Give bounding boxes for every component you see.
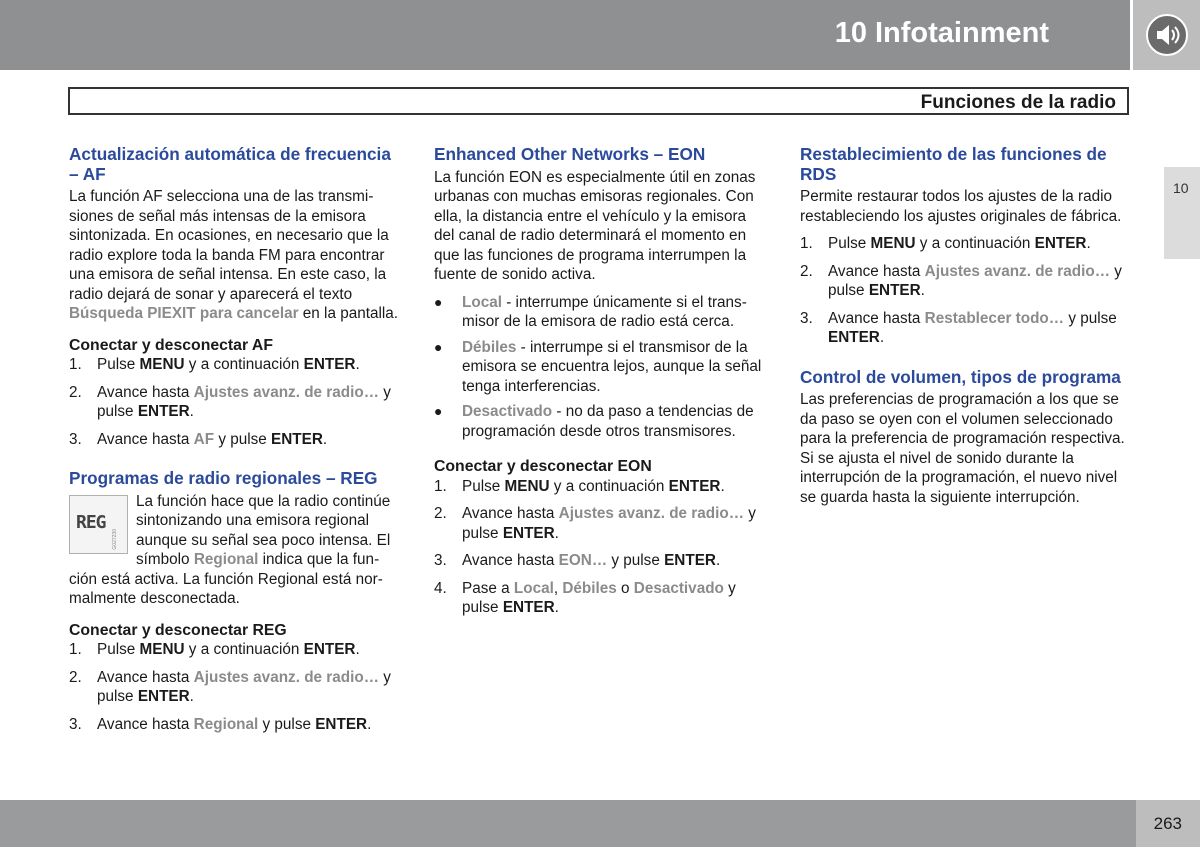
menu-option: Ajustes avanz. de radio…	[924, 262, 1110, 280]
list-item	[69, 715, 401, 735]
enter-key: ENTER	[303, 641, 356, 658]
step-text: y pulse	[462, 505, 756, 542]
menu-option: Ajustes avanz. de radio…	[193, 383, 379, 401]
step-text: .	[355, 356, 360, 373]
menu-key: MENU	[870, 235, 916, 252]
menu-option: EON…	[558, 552, 608, 569]
step-text: y a continuación	[549, 477, 669, 495]
step-text: Pulse	[462, 477, 505, 495]
enter-key: ENTER	[828, 329, 880, 346]
step-text: y pulse	[1064, 309, 1117, 327]
bullet-icon: ●	[434, 338, 443, 355]
column-3	[800, 145, 1132, 507]
reg-paragraph	[69, 492, 401, 609]
list-item	[434, 504, 766, 543]
menu-option: Desactivado	[633, 579, 724, 597]
figure-code: G027230	[111, 528, 118, 550]
step-text: y pulse	[607, 552, 665, 569]
step-text: .	[554, 599, 559, 616]
step-text: .	[920, 282, 925, 299]
volume-paragraph: Las preferencias de programación a los que se da paso se oyen con el volumen seleccionado para la preferencia de programación respectiva. Si se ajusta el nivel de sonido durante la interrupción de la programación, el nuevo nivel se guarda hasta la siguiente interrupción.	[800, 391, 1125, 506]
step-text: .	[367, 715, 372, 733]
step-text: o	[616, 579, 634, 597]
enter-key: ENTER	[137, 688, 190, 705]
page-number-box	[1136, 800, 1200, 847]
af-paragraph	[69, 187, 401, 324]
enter-key: ENTER	[1034, 235, 1087, 252]
list-item	[434, 579, 766, 618]
step-text: Avance hasta	[97, 383, 194, 401]
list-item	[69, 640, 401, 660]
menu-option: Local	[513, 579, 554, 597]
option-text: - interrumpe únicamente si el transmisor de la emisora de radio está cerca.	[462, 293, 747, 330]
step-text: Pulse	[97, 641, 140, 658]
af-para-text-end: en la pantalla.	[298, 305, 399, 322]
enter-key: ENTER	[137, 403, 190, 420]
list-item	[800, 262, 1132, 301]
step-text: Avance hasta	[462, 552, 559, 569]
step-text: Avance hasta	[828, 309, 925, 327]
bullet-icon: ●	[434, 293, 443, 310]
option-text: - no da paso a tendencias de programación desde otros transmisores.	[462, 403, 754, 440]
step-text: .	[322, 430, 328, 448]
menu-key: MENU	[139, 641, 185, 658]
step-number: 3.	[69, 430, 82, 448]
step-text: .	[879, 329, 885, 346]
menu-option: Restablecer todo…	[924, 309, 1065, 327]
volume-heading: Control de volumen, tipos de programa	[800, 366, 1121, 387]
rds-paragraph: Permite restaurar todos los ajustes de la radio restableciendo los ajustes originales de fábrica.	[800, 188, 1122, 225]
reg-display-figure	[69, 495, 128, 554]
list-item	[69, 430, 401, 450]
option-desactivado: Desactivado	[462, 403, 553, 420]
step-text: Avance hasta	[97, 430, 194, 448]
list-item	[800, 309, 1132, 348]
chapter-icon-box	[1133, 0, 1200, 70]
list-item	[69, 668, 401, 707]
step-number: 2.	[434, 505, 447, 522]
list-item	[69, 355, 401, 375]
list-item	[69, 383, 401, 422]
reg-subheading: Conectar y desconectar REG	[69, 621, 287, 639]
step-number: 3.	[69, 715, 82, 733]
step-text: y pulse	[97, 668, 391, 705]
option-debiles: Débiles	[462, 338, 517, 356]
step-text: Avance hasta	[97, 668, 194, 686]
chapter-title: 10 Infotainment	[834, 17, 1049, 49]
eon-heading: Enhanced Other Networks – EON	[434, 144, 706, 164]
enter-key: ENTER	[664, 552, 716, 569]
enter-key: ENTER	[668, 477, 721, 495]
step-number: 2.	[69, 383, 82, 401]
list-item	[434, 477, 766, 497]
step-text: .	[189, 403, 194, 420]
step-text: Pase a	[462, 579, 514, 597]
enter-key: ENTER	[502, 524, 555, 542]
step-text: .	[355, 641, 360, 658]
step-number: 1.	[434, 477, 447, 495]
enter-key: ENTER	[502, 599, 555, 616]
menu-key: MENU	[139, 356, 185, 373]
af-heading: Actualización automática de frecuencia – AF	[69, 144, 391, 184]
step-text: Avance hasta	[462, 505, 559, 522]
step-text: y pulse	[258, 715, 316, 733]
reg-symbol: REG	[76, 511, 106, 533]
step-text: y pulse	[214, 430, 272, 448]
menu-option: Ajustes avanz. de radio…	[193, 668, 379, 686]
enter-key: ENTER	[315, 715, 368, 733]
chapter-header-bar	[0, 0, 1130, 70]
rds-heading: Restablecimiento de las funciones de RDS	[800, 144, 1107, 184]
section-title-box	[68, 87, 1129, 115]
enter-key: ENTER	[271, 430, 323, 448]
chapter-side-tab	[1164, 167, 1200, 259]
step-number: 2.	[69, 668, 82, 686]
step-number: 3.	[434, 552, 447, 569]
menu-key: MENU	[504, 477, 550, 495]
speaker-icon	[1145, 13, 1189, 57]
list-item	[434, 293, 766, 332]
step-text: .	[554, 524, 559, 542]
option-text: - interrumpe si el transmisor de la emisora se encuentra lejos, aunque la señal tenga interferencias.	[462, 338, 762, 395]
enter-key: ENTER	[868, 282, 921, 299]
step-text: Avance hasta	[828, 262, 925, 280]
step-text: .	[189, 688, 194, 705]
af-subheading: Conectar y desconectar AF	[69, 336, 273, 354]
step-text: .	[715, 552, 721, 569]
list-item	[434, 551, 766, 571]
step-text: Avance hasta	[97, 715, 194, 733]
step-number: 2.	[800, 262, 813, 280]
step-text: .	[720, 477, 725, 495]
step-text: y pulse	[462, 579, 736, 616]
side-tab-label: 10	[1173, 180, 1189, 196]
step-text: Pulse	[828, 235, 871, 252]
af-steps	[69, 355, 401, 449]
bullet-icon: ●	[434, 403, 443, 419]
regional-symbol-name: Regional	[193, 551, 259, 568]
step-text: .	[1086, 235, 1091, 252]
step-text: ,	[553, 579, 563, 597]
step-text: Pulse	[97, 356, 140, 373]
eon-paragraph: La función EON es especialmente útil en zonas urbanas con muchas emisoras regionales. Con ella, la distancia entre el vehículo y la emisora del canal de radio determinará el momento en que las funciones de programa interrumpen la fuente de sonido activa.	[434, 168, 756, 283]
step-number: 4.	[434, 579, 447, 597]
step-number: 1.	[69, 356, 82, 373]
step-text: y a continuación	[184, 356, 304, 373]
list-item	[800, 234, 1132, 254]
rds-steps	[800, 234, 1132, 348]
column-1	[69, 145, 401, 742]
step-number: 3.	[800, 309, 813, 327]
eon-subheading: Conectar y desconectar EON	[434, 458, 652, 475]
step-text: y a continuación	[915, 235, 1035, 252]
reg-heading: Programas de radio regionales – REG	[69, 468, 378, 488]
af-search-message: Búsqueda PIEXIT para cancelar	[69, 305, 299, 322]
enter-key: ENTER	[303, 356, 356, 373]
page-number: 263	[1153, 814, 1182, 833]
menu-option: Débiles	[562, 579, 617, 597]
menu-option: Ajustes avanz. de radio…	[558, 505, 744, 522]
reg-para-text: La función hace que la radio continúe sintonizando una emisora regional aunque su señal sea poco intensa. El símbolo	[136, 492, 391, 568]
menu-option: Regional	[193, 715, 259, 733]
step-number: 1.	[800, 235, 813, 252]
reg-para-text-end: indica que la función está activa. La función Regional está normalmente desconectada.	[69, 551, 383, 607]
list-item	[434, 338, 766, 397]
step-text: y pulse	[97, 383, 391, 420]
af-para-text: La función AF selecciona una de las transmisiones de señal más intensas de la emisora sintonizada. En ocasiones, en necesario que la radio explore toda la banda FM para encontrar una emisora de señal intensa. En este caso, la radio dejará de sonar y aparecerá el texto	[69, 188, 389, 303]
eon-options	[434, 293, 766, 442]
reg-steps	[69, 640, 401, 734]
menu-option: AF	[193, 430, 215, 448]
section-title: Funciones de la radio	[920, 92, 1116, 113]
step-number: 1.	[69, 641, 82, 658]
step-text: y a continuación	[184, 641, 304, 658]
option-local: Local	[462, 293, 502, 311]
column-2	[434, 145, 766, 626]
eon-steps	[434, 477, 766, 618]
list-item	[434, 402, 766, 441]
step-text: y pulse	[828, 262, 1122, 299]
footer-bar	[0, 800, 1200, 847]
